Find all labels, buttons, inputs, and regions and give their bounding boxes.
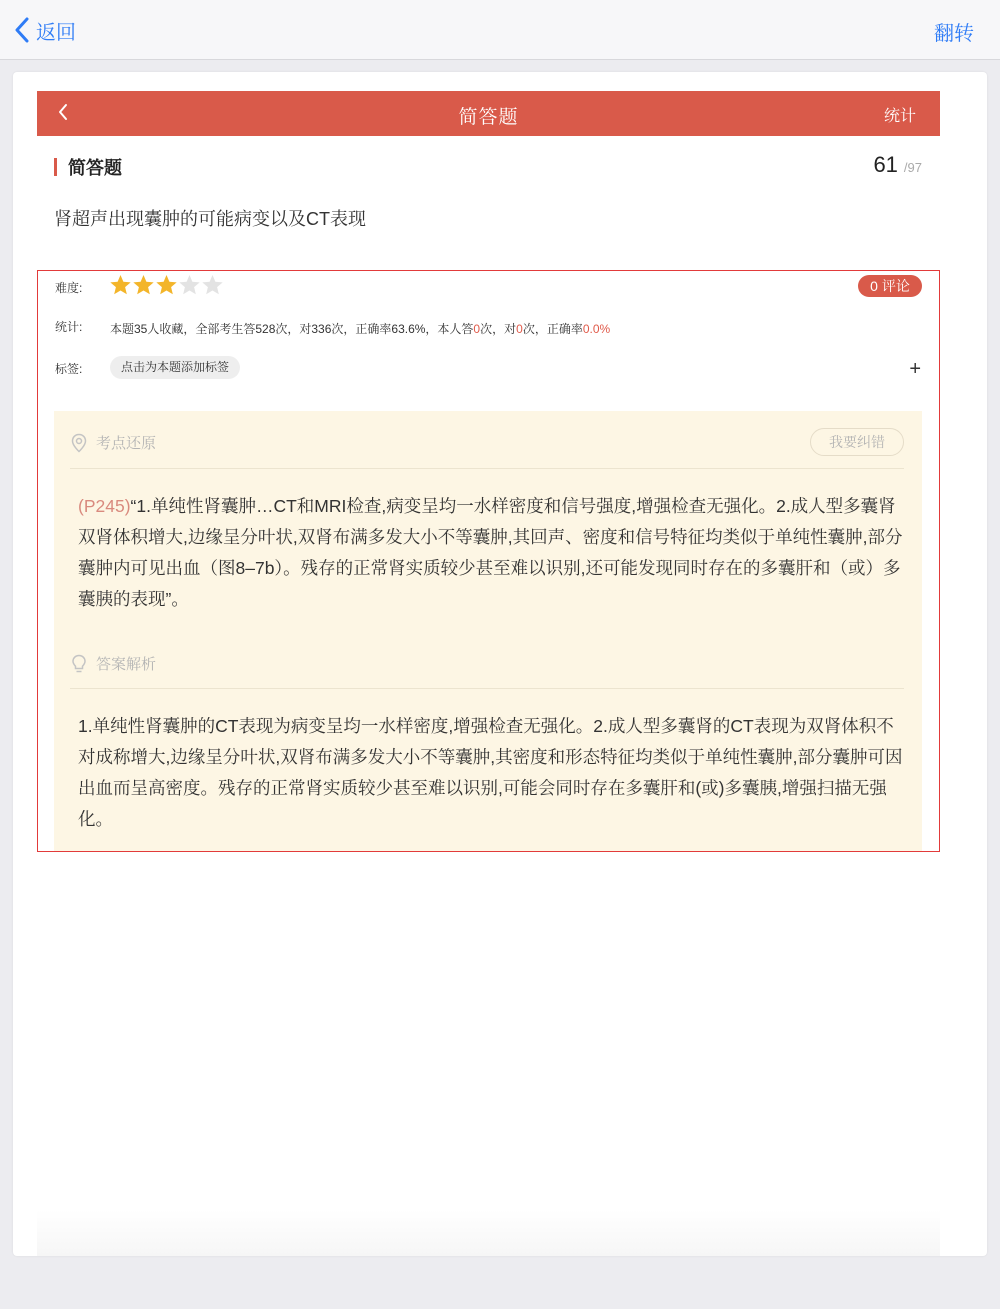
chevron-left-icon bbox=[14, 17, 30, 43]
divider bbox=[70, 468, 904, 469]
question-type bbox=[54, 154, 122, 180]
accent-bar bbox=[54, 158, 57, 176]
plus-button[interactable]: + bbox=[909, 358, 921, 380]
knowledge-header bbox=[70, 432, 156, 453]
back-button[interactable] bbox=[14, 14, 76, 46]
stats-label: 统计: bbox=[55, 320, 83, 334]
app-header bbox=[37, 91, 940, 136]
answer-panel bbox=[54, 411, 922, 851]
flip-button[interactable]: 翻转 bbox=[934, 23, 974, 45]
total-count: /97 bbox=[903, 160, 922, 175]
lightbulb-icon bbox=[70, 654, 88, 674]
comment-button[interactable]: 0 评论 bbox=[858, 275, 922, 297]
divider bbox=[70, 688, 904, 689]
analysis-text: 1.单纯性肾囊肿的CT表现为病变呈均一水样密度,增强检查无强化。2.成人型多囊肾的CT表现为双肾体积不对成称增大,边缘呈分叶状,双肾布满多发大小不等囊肿,其密度和形态特征均类似于单纯性囊肿,部分囊肿可因出血而呈高密度。残存的正常肾实质较少甚至难以识别,可能会同时存在多囊肝和(或)多囊胰,增强扫描无强化。 bbox=[78, 716, 903, 829]
analysis-title: 答案解析 bbox=[96, 656, 157, 673]
bottom-toolbar-faded bbox=[37, 1210, 940, 1256]
stats-mid2: 次，正确率 bbox=[522, 322, 583, 336]
star-icon bbox=[178, 273, 201, 297]
star-icon bbox=[109, 273, 132, 297]
location-pin-icon bbox=[70, 433, 88, 453]
star-icon bbox=[155, 273, 178, 297]
question-type-label: 简答题 bbox=[68, 158, 122, 178]
knowledge-title: 考点还原 bbox=[96, 435, 157, 452]
question-text: 肾超声出现囊肿的可能病变以及CT表现 bbox=[54, 209, 366, 229]
star-icon bbox=[201, 273, 224, 297]
stats-prefix: 本题35人收藏，全部考生答528次，对336次，正确率63.6%，本人答 bbox=[110, 322, 474, 336]
page-reference: (P245) bbox=[78, 496, 131, 516]
tag-label: 标签: bbox=[55, 362, 83, 376]
app-title: 简答题 bbox=[458, 107, 519, 128]
current-index: 61 bbox=[873, 152, 898, 177]
my-rate: 0.0% bbox=[582, 322, 611, 336]
my-correct: 0 bbox=[516, 322, 523, 336]
report-error-button[interactable]: 我要纠错 bbox=[810, 428, 904, 456]
difficulty-stars bbox=[109, 273, 224, 297]
knowledge-body: “1.单纯性肾囊肿…CT和MRI检查,病变呈均一水样密度和信号强度,增强检查无强化。2.成人型多囊肾双肾体积增大,边缘呈分叶状,双肾布满多发大小不等囊肿,其回声、密度和信号特征均类似于单纯性囊肿,部分囊肿内可见出血（图8–7b）。残存的正常肾实质较少甚至难以识别,还可能发现同时存在的多囊肝和（或）多囊胰的表现”。 bbox=[78, 496, 903, 609]
add-tag-button[interactable]: 点击为本题添加标签 bbox=[110, 356, 240, 379]
my-answers: 0 bbox=[473, 322, 481, 336]
stats-text bbox=[110, 320, 610, 337]
stats-button[interactable]: 统计 bbox=[883, 108, 916, 125]
stats-mid1: 次，对 bbox=[480, 322, 517, 336]
question-counter bbox=[873, 152, 922, 178]
analysis-header bbox=[70, 653, 156, 674]
back-label: 返回 bbox=[36, 21, 76, 44]
knowledge-text bbox=[78, 491, 904, 615]
difficulty-label: 难度: bbox=[55, 281, 83, 295]
top-navigation-bar bbox=[0, 0, 1000, 60]
star-icon bbox=[132, 273, 155, 297]
